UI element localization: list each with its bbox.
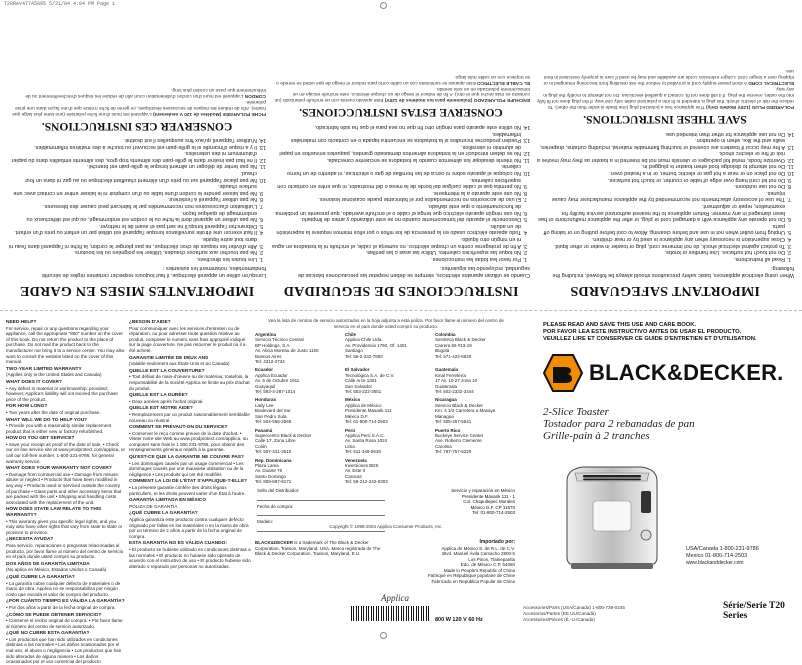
service-center-line: Tel: 505-267-5541 <box>435 419 472 425</box>
safeguard-item: 3. Afin d'éviter les risques de choc électrique, ne pas plonger le cordon, la fiche ni l'appareil dans l'eau ni dans tout autre liquide. <box>8 235 257 248</box>
fine-print-block <box>8 86 266 98</box>
warranty-text: • El producto se hubiese utilizado en condiciones distintas a las normales • El producto no hubiese sido operado de acuerdo con el instructivo de uso • El producto hubiese sido alterado o reparado por personas no autorizadas. <box>129 546 251 569</box>
fine-print-heading: POLARIZED PLUG (120V Models Only) <box>706 103 794 109</box>
safeguard-item: 1. Por favor lea todas las instrucciones. <box>272 255 521 262</box>
safeguard-item: 4. Close supervision is necessary when any appliance is used by or near children. <box>536 235 785 242</box>
service-center-line: Buckeye Service Center <box>435 432 484 438</box>
plug-notes <box>536 68 794 109</box>
applica-logo: Applica <box>381 593 409 603</box>
phone-line: USA/Canada 1-800-231-9786 <box>686 546 759 552</box>
country-name: Panamá <box>255 427 273 433</box>
warranty-heading: GARANTIE LIMITÉE DE DEUX ANS <box>129 355 209 361</box>
safeguard-item: 5. Débrancher l'appareil lorsqu'il ne sert pas et avant de le nettoyer. <box>8 222 257 229</box>
service-center-line: Tel: 571-422-6820 <box>435 353 472 359</box>
fine-print-heading: ENCHUFE POLARIZADO (Solamente para los modelos de 120V) <box>384 97 530 103</box>
service-center-line: Applica Chile Ltda. <box>345 337 383 343</box>
country-name: Chile <box>345 332 357 337</box>
accessories-line: Accessories/Parts (USA/Canada) 1-800-738-0245 <box>523 605 625 610</box>
safeguards-heading: IMPORTANTES MISES EN GARDE <box>19 283 255 298</box>
warranty-text: (No aplica en México, Estados Unidos o Canadá) <box>6 567 107 573</box>
website-link[interactable]: www.blackanddecker.com <box>686 560 744 566</box>
service-center-line: Santiago <box>345 348 363 354</box>
warranty-text: For service, repair or any questions regarding your appliance, call the appropriate "800" number on the cover of this book. Do not return the product to the place of purchase. Do not mail the product back to the manufacturer nor bring it to a service center. You may also want to consult the website listed on the cover of this manual. <box>6 325 125 365</box>
service-directory <box>255 332 517 488</box>
barcode-bars <box>351 606 431 621</box>
warranty-text: • La garantía cubre cualquier defecto de materiales o de mano de obra. Applica no se responsabiliza por ningún costo que exceda el valor de compra del producto. <box>6 580 121 597</box>
warranty-heading: ESTA GARANTÍA NO ES VÁLIDA CUANDO: <box>129 541 227 547</box>
service-center-line: Tel: 787-757-6220 <box>435 449 472 455</box>
country-name: Argentina <box>255 332 277 337</box>
safeguard-item: 8. Ne pas utiliser l'appareil à l'extérieur. <box>8 196 257 203</box>
warranty-text: Applica garantiza este producto contra cualquier defecto originado por fallas en los materiales o en la mano de obra por un término de 2 años a partir de la fecha original de compra. <box>129 517 249 539</box>
warranty-text: • Deux années après l'achat original. <box>129 398 204 404</box>
hexagon-logo-icon <box>543 354 583 392</box>
warranty-text: Para servicio, reparaciones o preguntas relacionadas al producto, por favor llame al número del centro de servicio en el país donde usted compró su producto. <box>6 542 124 560</box>
service-center-line: Tel: 503-222-3551 <box>345 389 382 395</box>
address-line: Servicio y reparación en México <box>451 488 515 493</box>
warranty-text: (Applies only in the United States and Canada) <box>6 372 102 378</box>
service-center-entry <box>255 458 337 485</box>
safeguards-panel <box>8 12 794 302</box>
warranty-french-mexico <box>129 318 251 636</box>
service-center-entry <box>345 458 427 485</box>
fine-print-block <box>8 98 266 116</box>
safeguards-heading: IMPORTANT SAFEGUARDS <box>570 283 760 298</box>
safeguard-item: 3. To protect against electrical shock, do not immerse cord, plug or toaster in water or other liquid. <box>536 242 785 249</box>
warranty-heading: GARANTÍA LIMITADA EN MÉXICO <box>129 498 207 504</box>
product-line: Tostador para 2 rebanadas de pan <box>543 418 695 430</box>
service-center-line: Plaza Lama <box>255 462 279 468</box>
warranty-english <box>6 318 125 665</box>
country-name: Nicaragua <box>435 397 457 403</box>
warranty-text: • Los productos que han sido utilizados en condiciones distintas a las normales • Los daños ocasionados por el mal uso, el abuso o negligencia • Los productos que han sido alterados de alguna manera • Los daños ocasionados por el uso comercial del producto <box>6 636 122 665</box>
warranty-text: • Two years after the date of original purchase. <box>6 409 101 415</box>
warranty-heading: WHAT DOES IT COVER? <box>6 379 62 385</box>
warranty-heading: ¿POR CUÁNTO TIEMPO ES VÁLIDA LA GARANTÍA? <box>6 599 125 605</box>
service-center-line: Carolina <box>435 443 452 449</box>
safeguard-item: 8. Do not use outdoors. <box>536 183 785 190</box>
country-name: Rep. Dominicana <box>255 457 292 463</box>
service-center-line: Tel: 511-349-5530 <box>345 449 381 455</box>
phone-line: Mexico 01-800-714-2503 <box>686 553 748 559</box>
fine-print-block <box>272 73 530 85</box>
safeguards-lead: Lorsqu'on utilise un appareil électrique, il faut toujours respecter certaines règles de sécurité fondamentales, notamment les suivantes : <box>41 265 266 278</box>
trademark-text: is a trademark of The Black & Decker Corporation, Towson, Maryland, USA. Marca registrada de The Black & Decker Corporation, Towson, Maryland, E.U. <box>255 540 381 556</box>
safeguard-item: 11. No intente desalojar los alimentos cuando la tostadora se encuentre conectada. <box>272 156 521 163</box>
service-center-line: Tel: 507-441-3510 <box>255 449 292 455</box>
service-center-line: Bogotá <box>435 348 450 354</box>
fine-print-text: Este aparato cuenta con un enchufe polarizado (un contacto es más ancho que el otro). A fin de reducir el riesgo de un choque eléctrico, este enchufe encaja en un tomacorriente polarizada en un solo sentido. <box>274 85 530 103</box>
address-line: Presidente Masarik 111 - 1 <box>461 493 515 499</box>
service-center-entry <box>435 397 517 424</box>
safeguards-english <box>536 12 794 302</box>
safeguard-item: 13. Pueden producirse incendios si la tostadora se encuentra tapada o en contacto con materiales inflamables. <box>272 130 521 143</box>
safeguards-list <box>536 130 794 262</box>
dealer-stamp-label: Sello del Distribuidor: <box>257 488 300 493</box>
service-center-entry <box>345 428 427 455</box>
read-line: PLEASE READ AND SAVE THIS USE AND CARE BOOK. <box>543 322 697 328</box>
service-center-line: Caracas <box>345 473 362 479</box>
country-name: Colombia <box>435 332 456 337</box>
safeguard-item: 9. No permita que el cable cuelgue del borde de la mesa o del mostrador, ni que entre en contacto con superficies calientes. <box>272 176 521 189</box>
safeguard-item: 13. A fire may occur if toasters are covered or touching flammable material, including curtains, draperies, walls and the like, when in operation. <box>536 137 785 150</box>
country-name: Ecuador <box>255 367 274 373</box>
fine-print-block <box>536 85 794 109</box>
safeguard-item: 6. No use ningún aparato eléctrico que tenga el cable o el enchufe averiado, que presente un problema de funcionamiento o que esté dañado. <box>272 202 521 215</box>
mexico-service-address <box>395 488 515 516</box>
fold-line <box>0 310 802 311</box>
safeguards-list <box>8 137 266 262</box>
warranty-heading: QUELLE EST LA DURÉE? <box>129 393 188 399</box>
service-center-line: Calle 17, Zona Libre <box>255 438 296 444</box>
service-center-entry <box>345 367 427 394</box>
save-instructions: CONSERVE ESTAS INSTRUCCIONES. <box>299 106 503 119</box>
toaster-illustration <box>553 453 671 573</box>
country-name: Guatemala <box>435 367 459 373</box>
purchase-date-label: Fecha de compra: <box>257 503 294 509</box>
series-title: Série/Serie T20 Series <box>723 601 785 621</box>
fine-print-text: A short power-supply cord is provided to reduce the risk resulting from becoming entangled in or tripping over a longer cord. Longer extension cords are available and may be used if care is properly exercised in their use. <box>543 68 794 86</box>
safeguard-item: 5. Unplug from outlet when not in use and before cleaning. Allow to cool before putting on or taking off parts. <box>536 222 785 235</box>
service-center-line: Av. Santa Rosa 1024 <box>345 438 388 444</box>
accessories-line: Accesorios/Partes (EE.UU/Canadá) <box>523 610 596 616</box>
service-center-line: Inversiones BDS <box>345 462 379 468</box>
trademark-notice <box>255 540 385 557</box>
warranty-heading: QU'EST-CE QUE LA GARANTIE NE COUVRE PAS? <box>129 455 244 461</box>
safeguard-item: 7. The use of accessory attachments not recommended by the appliance manufacturer may cause injuries. <box>536 189 785 202</box>
fine-print-heading: CORDON <box>244 92 266 98</box>
safeguard-item: 12. No se deben introducir en la tostadora alimentos demasiado grandes, paquetes envueltos en papel de aluminio ni utensilios. <box>272 143 521 156</box>
warranty-heading: ¿NECESITA AYUDA? <box>6 537 54 543</box>
fine-print-text: L'appareil est muni d'une fiche polarisée (une lame plus large que l'autre). Afin de réduire les risques de secousses électriques, ce genre de fiche n'entre que d'une façon dans une prise polarisée. <box>12 98 266 116</box>
fine-print-text: This appliance has a polarized plug (one blade is wider than the other). To reduce the risk of electric shock, this plug is intended to fit into a polarized outlet only one way. If the plug does not fit fully into the outlet, reverse the plug. If it still does not fit, contact a qualified electrician. Do not attempt to modify the plug in any way. <box>537 86 794 109</box>
safeguard-item: 12. Oversize foods, metal foil packages or utensils must not be inserted in a toaster as they may involve a risk of fire or electric shock. <box>536 150 785 163</box>
warranty-heading: NEED HELP? <box>6 320 37 325</box>
importer-line: Applica de México S. de R.L. de C.V. <box>441 545 515 551</box>
read-line: POR FAVOR LEA ESTE INSTRUCTIVO ANTES DE USAR EL PRODUCTO. <box>543 329 742 336</box>
fine-print-block <box>536 68 794 86</box>
warranty-text: • Damage from commercial use • Damage from misuse, abuse or neglect • Products that have been modified in any way • Products used or serviced outside the country of purchase • Glass parts and other accessory items that are packed with the unit • Shipping and handling costs associated with the replacement of the unit. <box>6 471 122 505</box>
warranty-text: (Valable seulement aux États-Unis et au Canada) <box>129 361 230 367</box>
service-center-line: 17 Av. 10-27 zona 10 <box>435 378 478 384</box>
fine-print-text: L'appareil est muni d'un cordon d'alimentation court afin de réduire les risques d'enchevêtrement ou de trébuchement que pose un cordon plus long. <box>25 86 266 98</box>
warranty-heading: COMMENT LA LOI DE L'ÉTAT S'APPLIQUE-T-ELLE? <box>129 479 248 485</box>
warranty-text: • Save your receipt as proof of the date of sale. • Check our on-line service site at www.prodprotect.com/applica, or call our toll-free number, 1-800-231-9786, for general warranty service. <box>6 441 125 464</box>
service-center-line: México D.F. <box>345 413 369 419</box>
warranty-heading: ¿QUÉ NO CUBRE ESTA GARANTÍA? <box>6 631 90 637</box>
importer-line: Los Pinos, Tlalnepantla <box>468 556 515 562</box>
registration-mark <box>380 2 387 9</box>
warranty-text: • Remplacement par un produit raisonnablement semblable nouveau ou réusiné. <box>129 411 250 423</box>
service-center-line: Supercentro Black & Decker <box>255 432 312 438</box>
warranty-heading: HOW DOES STATE LAW RELATE TO THIS WARRANTY? <box>6 507 102 518</box>
form-line[interactable] <box>257 494 385 501</box>
warranty-heading: ¿QUÉ CUBRE LA GARANTÍA? <box>129 511 198 517</box>
service-center-line: Servicio Técnico Central <box>255 337 304 343</box>
address-line: México D.F. CP 11570 <box>470 504 515 510</box>
plug-notes <box>272 73 530 103</box>
service-center-line: Guayaquil <box>255 383 276 389</box>
warranty-text: • La présente garantie confère des droits légaux particuliers, et les droits peuvent varier d'un État à l'autre. <box>129 485 246 496</box>
fine-print-text: Este aparato se suministra con un cable corto para reducir el riesgo de que usted se enrede o se tropiece con un cable más largo. <box>276 73 530 85</box>
service-center-line: Tel: 56-2-232-7800 <box>345 353 383 359</box>
service-center-entry <box>435 332 517 364</box>
safeguard-item: 7. L'utilisation d'accessoires non recommandés par le fabricant peut causer des blessures. <box>8 202 257 209</box>
warranty-heading: ¿CÓMO SE PUEDE OBTENER SERVICIO? <box>6 612 102 618</box>
warranty-text: • Tout défaut de main-d'œuvre ou de matériau; toutefois, la responsabilité de la société Applica se limite au prix d'achat du produit. <box>129 374 250 391</box>
warranty-heading: HOW DO YOU GET SERVICE? <box>6 436 75 442</box>
safeguard-item: 6. Ne pas utiliser un appareil dont la fiche ou le cordon est endommagé, ou qui est défectueux ou endommagé de quelque façon. <box>8 209 257 222</box>
warranty-text: • Any defect in material or workmanship; provided; however, Applica's liability will not exceed the purchase price of the product. <box>6 385 118 402</box>
country-name: México <box>345 397 361 403</box>
service-center-entry <box>435 428 517 455</box>
importer-title: Importado por: <box>479 539 515 545</box>
fine-print-heading: EL CABLE ELÉCTRICO <box>477 79 530 85</box>
address-line: Col. Chapultepec Morales <box>463 499 515 504</box>
service-center-line: Colón <box>255 443 267 449</box>
service-center-entry <box>345 332 427 364</box>
warranty-text: • Conserve el recibo original de compra. • Por favor llame al número del centro de servicio autorizado. <box>6 618 123 629</box>
service-center-line: San Pedro Sula <box>255 413 287 419</box>
warranty-heading: WHAT DOES YOUR WARRANTY NOT COVER? <box>6 466 112 472</box>
service-center-line: Managua <box>435 413 454 419</box>
service-center-line: Guatemala <box>435 383 458 389</box>
country-name: El Salvador <box>345 367 370 373</box>
safeguard-item: 2. Ne pas toucher aux surfaces chaudes. Utiliser les poignées ou les boutons. <box>8 249 257 256</box>
importer-line: Fabricado en República Popular de China <box>431 578 515 584</box>
service-center-line: Av. 9 de Octubre 1911 <box>255 378 300 384</box>
warranty-heading: ¿QUÉ CUBRE LA GARANTÍA? <box>6 574 75 580</box>
safeguard-item: 11. Ne pas tenter de déloger un aliment lorsque le grille-pain est branché. <box>8 163 257 170</box>
warranty-text: PÓLIZA DE GARANTÍA <box>129 503 178 509</box>
safeguard-item: 13. Il y a risque d'incendie si le grille-pain est recouvert ou touche à des matières inflammables. <box>8 143 257 150</box>
warranty-heading: COMMENT SE PRÉVAUT-ON DU SERVICE? <box>129 425 228 431</box>
file-header: T20Rev477A5895 5/21/04 4:04 PM Page 1 <box>4 1 116 7</box>
warranty-heading: TWO-YEAR LIMITED WARRANTY <box>6 366 82 372</box>
safeguard-item: 2. Do not touch hot surfaces. Use handles or knobs. <box>536 249 785 256</box>
model-label: Modelo: <box>257 519 274 524</box>
service-center-line: Tel: 01-800-714-2503 <box>345 419 388 425</box>
safeguard-item: 9. Ne pas laisser pendre le cordon d'une table ou d'un comptoir ni le laisser entrer en contact avec une surface chaude. <box>8 183 257 196</box>
safeguard-item: 8. No use este aparato a la intemperie. <box>272 189 521 196</box>
service-center-line: Ave. Roberto Clemente <box>435 438 482 444</box>
warranty-text: • This warranty gives you specific legal rights, and you may also have other rights that vary from state to state or province to province. <box>6 518 123 535</box>
service-center-line: Applica Ecuador <box>255 372 288 378</box>
service-center-line: Servicio Black & Decker <box>435 402 484 408</box>
safeguard-item: 2. No toque las superficies calientes. Utilice las asas o las perillas. <box>272 249 521 256</box>
warranty-text: • Conserver le reçu comme preuve de la date d'achat. • Visiter notre site Web au www.prodprotect.com/applica, ou composer sans frais le 1 800 231-9786, pour obtenir des renseignements généraux relatifs à la garantie. <box>129 430 248 453</box>
safeguard-item: 6. Do not operate any appliance with a damaged cord or plug, or after the appliance malfunctions or has been damaged in any manner. Return appliance to the nearest authorized service facility for examination, repair or adjustment. <box>536 202 785 222</box>
safeguards-lead: Cuando se utilizan aparatos eléctricos, siempre se deben respetar las precauciones básicas de seguridad, incluyendo las siguientes: <box>297 265 530 278</box>
accessories-line: Accessoires/Pièces (É.-U./Canada) <box>523 616 595 622</box>
service-directory-panel <box>255 318 517 636</box>
service-center-line: Av. Alicia Moreau de Justo 1150 <box>255 348 319 354</box>
safeguard-item: 4. Todo aparato eléctrico usado en la presencia de los niños o por ellos mismos requiere la supervisión de un adulto. <box>272 222 521 235</box>
safeguard-item: 9. Do not let cord hang over edge of table or counter, or touch hot surfaces. <box>536 176 785 183</box>
product-line: 2-Slice Toaster <box>543 406 609 418</box>
safeguard-item: 5. Desconecte el aparato del tomacorriente cuando no se esté utilizando y antes de limpiarlo. <box>272 216 521 223</box>
warranty-heading: DOS AÑOS DE GARANTÍA LIMITADA <box>6 561 90 567</box>
country-name: Honduras <box>255 397 277 403</box>
safeguards-heading: INSTRUCCIONES DE SEGURIDAD <box>283 283 519 298</box>
safeguard-item: 14. No utilice este aparato para ningún otro fin que no sea para el que ha sido fabricado. <box>272 123 521 130</box>
importer-line: Made in People's Republic of China <box>443 567 515 573</box>
fine-print-block <box>272 85 530 103</box>
safeguard-item: 10. No coloque el aparato sobre ni cerca de las hornillas de gas o eléctricas, ni adentro de un horno caliente. <box>272 163 521 176</box>
trademark-brand: BLACK&DECKER <box>255 540 293 545</box>
safeguard-item: 11. Do not attempt to dislodge food when toaster is plugged in. <box>536 163 785 170</box>
safeguard-item: 10. Ne pas placer l'appareil sur ou près d'un élément chauffant électrique ou au gaz ni dans un four chaud. <box>8 170 257 183</box>
safeguards-lead: When using electrical appliances, basic safety precautions should always be followed, including the following: <box>552 265 794 278</box>
warranty-heading: WHAT WILL WE DO TO HELP YOU? <box>6 417 88 423</box>
service-center-line: Tel: 504-556-2565 <box>255 419 292 425</box>
service-center-line: San Salvador <box>345 383 373 389</box>
service-center-line: Tel: 809-687-9171 <box>255 479 292 485</box>
fine-print-heading: ELECTRICAL CORD <box>748 80 794 86</box>
service-center-line: Tecnológica S.A. de C.V. <box>345 372 395 378</box>
safeguard-item: 7. El uso de accesorios no recomendados por el fabricante puede ocasionar lesiones. <box>272 196 521 203</box>
read-line: VEUILLEZ LIRE ET CONSERVER CE GUIDE D'ENTRETIEN ET D'UTILISATION. <box>543 336 757 343</box>
barcode <box>351 606 431 630</box>
safeguards-spanish <box>272 12 530 302</box>
service-center-line: Tel: 4312-2734 <box>255 359 285 365</box>
service-center-entry <box>255 332 337 364</box>
service-center-line: Lima <box>345 443 355 449</box>
safeguards-list <box>272 123 530 261</box>
copyright-notice: Copyright © 1998-2004 Applica Consumer Products, Inc. <box>329 524 443 529</box>
service-center-entry <box>345 397 427 424</box>
black-and-decker-logo <box>543 352 784 394</box>
safeguard-item: 14. Do not use appliance for other than intended use. <box>536 130 785 137</box>
importer-line: Blvd. Manuel Ávila Camacho 2900-5 <box>442 551 515 556</box>
read-notice <box>543 322 799 344</box>
cover-panel <box>523 318 799 636</box>
service-center-line: Presidente Masarik 111 <box>345 408 392 414</box>
warranty-text: • Les dommages causés par un usage commercial • Les dommages causés par une mauvaise utilisation ou de la négligence • Les produits qui ont été modifiés <box>129 460 244 477</box>
service-center-line: Serviteca Black & Decker <box>435 337 486 343</box>
warranty-heading: ¿BESOIN D'AIDE? <box>129 320 171 325</box>
service-center-entry <box>255 397 337 424</box>
safeguard-item: 4. Il faut exercer une étroite surveillance lorsque l'appareil est utilisé par un enfant ou près d'un enfant. <box>8 229 257 236</box>
product-name <box>543 406 695 442</box>
safeguards-french <box>8 12 266 302</box>
service-center-line: Applica de México <box>345 402 382 408</box>
service-center-line: Boulevard del Sur <box>255 408 291 414</box>
service-center-line: Tel: 58-212-242-0303 <box>345 479 388 485</box>
service-center-line: Kinal Ferretería <box>435 372 467 378</box>
brand-wordmark: BLACK&DECKER. <box>589 360 784 385</box>
service-center-line: Applica Perú S.A.C. <box>345 432 385 438</box>
directory-intro: Vea la lista de centros de servicio autorizados en la hoja adjunta a esta póliza. Por favor llame al número del centro de servicio en el país donde usted compró su producto. <box>268 318 504 329</box>
service-center-line: Tel: 502-2332-3444 <box>435 389 474 395</box>
service-center-entry <box>255 367 337 394</box>
service-center-line: Av. Duarte 76 <box>255 468 283 474</box>
service-center-line: BP Holdings, S.A. <box>255 342 291 348</box>
safeguard-item: 1. Read all instructions. <box>536 255 785 262</box>
importer-info <box>395 540 515 584</box>
service-center-line: Buenos Aires <box>255 353 282 359</box>
importer-line: Edo. de México C.P. 54060 <box>460 562 515 567</box>
safeguard-item: 1. Lire toutes les directives. <box>8 255 257 262</box>
safeguard-item: 3. A fin de protegerse contra un choque eléctrico, no sumerja el cable, el enchufe ni la tostadora en agua ni en ningún otro líquido. <box>272 235 521 248</box>
service-center-line: Tel: 593-4-287-1014 <box>255 389 296 395</box>
service-center-line: Km. 4 1/2 Carretera a Masaya <box>435 408 496 414</box>
form-line[interactable] <box>257 509 385 516</box>
importer-line: Fabriqué en République populaire de Chine <box>427 573 515 578</box>
warranty-text: Pour communiquer avec les services d'entretien ou de réparation, ou pour adresser toute question relative au produit, composer le numéro sans frais approprié indiqué sur la page couverture. Ne pas retourner le produit où il a été acheté. <box>129 325 246 353</box>
service-center-line: Av. Providencia 1760, Of. 1401 <box>345 342 407 348</box>
country-name: Perú <box>345 427 356 433</box>
service-center-entry <box>435 367 517 394</box>
service-center-line: Lady Lee <box>255 402 274 408</box>
rating-label: 800 W 120 V 60 Hz <box>435 617 483 623</box>
product-line: Grille-pain à 2 tranches <box>543 430 650 442</box>
safeguard-item: 12. Il ne faut pas insérer dans le grille-pain des aliments trop gros, des aliments emballés dans du papier d'aluminium ni des ustensiles. <box>8 150 257 163</box>
customer-contact <box>686 546 759 567</box>
service-center-entry <box>255 428 337 455</box>
plug-notes <box>8 86 266 116</box>
country-name: Venezuela <box>345 457 367 463</box>
service-center-line: Calle Arce 1301 <box>345 378 377 384</box>
warranty-heading: QUELLE EST NOTRE AIDE? <box>129 406 193 412</box>
warranty-heading: QUELLE EST LA COUVERTURE? <box>129 368 205 374</box>
warranty-heading: FOR HOW LONG? <box>6 404 48 410</box>
warranty-text: • Por dos años a partir de la fecha original de compra. <box>6 604 116 610</box>
country-name: Puerto Rico <box>435 427 461 433</box>
service-center-line: Santo Domingo <box>255 473 287 479</box>
service-center-line: Carrera 65 #13-19 <box>435 342 472 348</box>
save-instructions: CONSERVER CES INSTRUCTIONS. <box>41 119 233 132</box>
warranty-text: • Provide you with a reasonably similar replacement product that is either new or factory refurbished. <box>6 423 112 434</box>
safeguard-item: 14. N'utiliser l'appareil qu'aux fins auxquelles il est destiné. <box>8 137 257 144</box>
fine-print-heading: FICHE POLARISÉE (Modèles de 120 V seulement) <box>152 110 266 116</box>
save-instructions: SAVE THESE INSTRUCTIONS. <box>583 112 747 125</box>
safeguard-item: 10. Do not place on or near a hot gas or electric burner, or in a heated oven. <box>536 170 785 177</box>
address-line: Tel: 01-800-714-2503 <box>472 510 515 515</box>
service-center-line: Av. Este 0 <box>345 468 366 474</box>
